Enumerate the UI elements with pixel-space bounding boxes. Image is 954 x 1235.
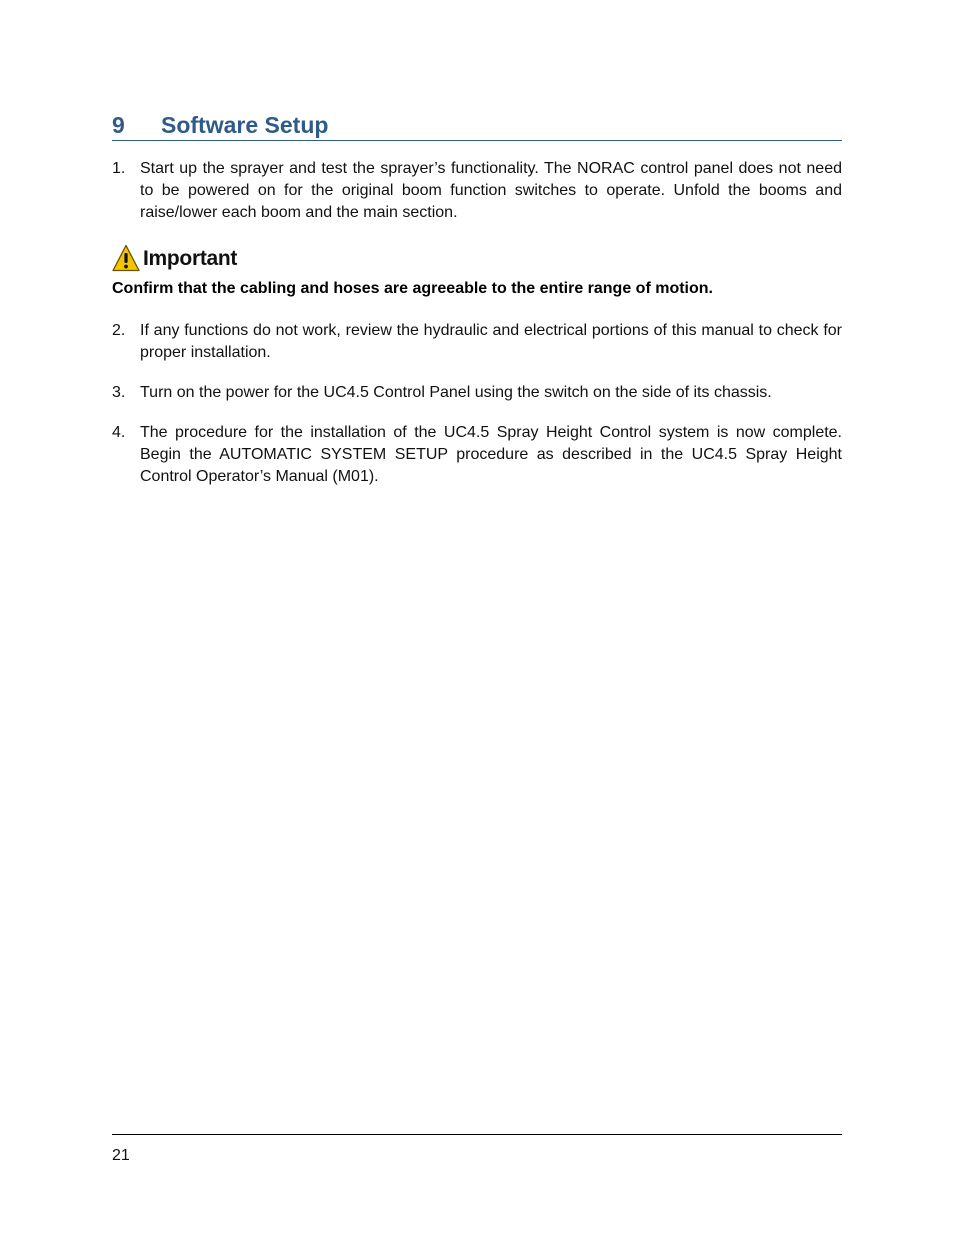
list-item-text: Start up the sprayer and test the sprayer’s functionality. The NORAC control panel does not need to be powered on for the original boom function switches to operate. Unfold the booms and raise/lower each boom and the main section. bbox=[140, 160, 842, 221]
list-marker: 3. bbox=[112, 384, 126, 401]
important-text: Confirm that the cabling and hoses are agreeable to the entire range of motion. bbox=[112, 280, 713, 297]
list-item bbox=[112, 382, 842, 404]
page-number: 21 bbox=[112, 1147, 130, 1164]
warning-triangle-icon bbox=[112, 244, 140, 272]
list-item bbox=[112, 158, 842, 224]
section-title: Software Setup bbox=[161, 112, 329, 138]
list-marker: 1. bbox=[112, 160, 126, 177]
important-heading bbox=[112, 244, 842, 274]
list-item-text: If any functions do not work, review the hydraulic and electrical portions of this manual to check for proper installation. bbox=[140, 322, 842, 361]
list-item-text: The procedure for the installation of the UC4.5 Spray Height Control system is now complete. Begin the AUTOMATIC SYSTEM SETUP procedure as described in the UC4.5 Spray Height Control Operator’s Manual (M01). bbox=[140, 424, 842, 485]
list-marker: 2. bbox=[112, 322, 126, 339]
footer-divider bbox=[112, 1134, 842, 1135]
important-callout bbox=[112, 244, 842, 297]
list-item-text: Turn on the power for the UC4.5 Control Panel using the switch on the side of its chassis. bbox=[140, 384, 772, 401]
list-marker: 4. bbox=[112, 424, 126, 441]
section-number: 9 bbox=[112, 112, 125, 138]
section-heading bbox=[112, 110, 842, 141]
important-label: Important bbox=[143, 247, 238, 270]
list-item bbox=[112, 320, 842, 364]
list-item bbox=[112, 422, 842, 488]
